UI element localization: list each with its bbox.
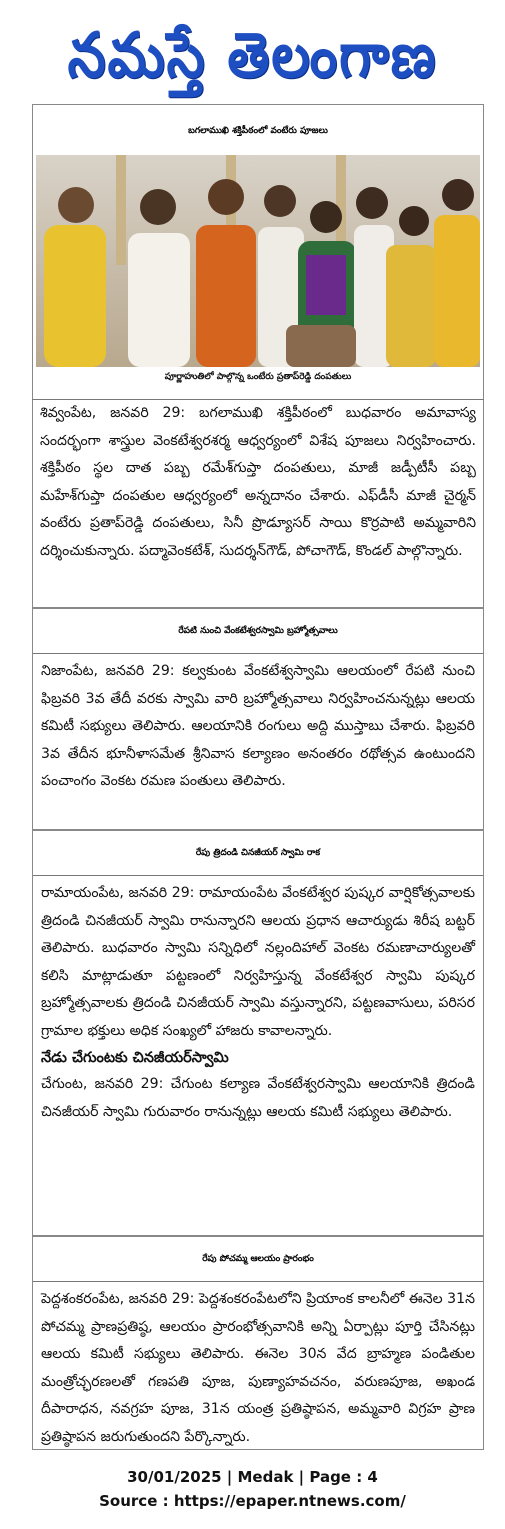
event-photo-illustration — [36, 155, 480, 367]
article-pochamma — [32, 1236, 484, 1450]
divider — [33, 875, 483, 876]
photo-caption: పూర్ణాహుతిలో పాల్గొన్న ఒంటేరు ప్రతాప్‌రెడ్డి దంపతులు — [164, 372, 352, 382]
newspaper-logo: నమస్తే తెలంగాణ — [67, 18, 438, 92]
article-body: పెద్దశంకరంపేట, జనవరి 29: పెద్దశంకరంపేటలోని ప్రియాంక కాలనీలో ఈనెల 31న పోచమ్మ ప్రాణప్రతిష్ఠ, ఆలయం ప్రారంభోత్సవానికి అన్ని ఏర్పాట్లు పూర్తి చేసినట్లు ఆలయ కమిటీ సభ్యులు తెలిపారు. ఈనెల 30న వేద బ్రాహ్మణ పండితుల మంత్రోచ్ఛరణలతో గణపతి పూజ, పుణ్యాహవచనం, వరుణపూజ, అఖండ దీపారాధన, నవగ్రహ పూజ, 31న యంత్ర ప్రతిష్ఠాపన, అమ్మవారి విగ్రహ ప్రాణ ప్రతిష్ఠాపన జరుగుతుందని పేర్కొన్నారు. — [41, 1291, 475, 1445]
article-headline: రేపు త్రిదండి చినజీయర్ స్వామి రాక — [195, 848, 321, 858]
article-headline: రేపు పోచమ్మ ఆలయం ప్రారంభం — [202, 1254, 314, 1264]
article1-body-wrap — [32, 400, 484, 565]
footer-source: Source : https://epaper.ntnews.com/ — [99, 1492, 406, 1510]
sub-article-body: చేగుంట, జనవరి 29: చేగుంట కల్యాణ వేంకటేశ్వరస్వామి ఆలయానికి త్రిదండి చినజీయర్ స్వామి గురువారం రానున్నట్లు ఆలయ కమిటీ సభ్యులు తెలిపారు. — [41, 1076, 475, 1120]
divider — [33, 653, 483, 654]
footer-date-edition: 30/01/2025 | Medak | Page : 4 — [127, 1468, 378, 1486]
article-body: శివ్వంపేట, జనవరి 29: బగలాముఖి శక్తిపీఠంలో బుధవారం అమావాస్య సందర్భంగా శాస్త్రుల వెంకటేశ్వరశర్మ ఆధ్వర్యంలో విశేష పూజలు నిర్వహించారు. శక్తిపీఠం స్థల దాత పబ్బ రమేశ్‌గుప్తా దంపతులు, మాజీ జడ్పీటీసీ పబ్బ మహేశ్‌గుప్తా దంపతుల ఆధ్వర్యంలో అన్నదానం చేశారు. ఎఫ్‌డీసీ మాజీ చైర్మన్ వంటేరు ప్రతాప్‌రెడ్డి దంపతులు, సినీ ప్రొడ్యూసర్ సాయి కొర్రపాటి అమ్మవారిని దర్శించుకున్నారు. పద్మావెంకటేశ్, సుదర్శన్‌గౌడ్, పోచాగౌడ్, కొండల్ పాల్గొన్నారు. — [40, 405, 476, 559]
masthead — [0, 0, 505, 100]
divider — [33, 1281, 483, 1282]
article-headline: రేపటి నుంచి వేంకటేశ్వరస్వామి బ్రహ్మోత్సవాలు — [178, 626, 338, 636]
sub-headline: నేడు చేగుంటకు చినజీయర్‌స్వామి — [41, 1050, 229, 1066]
news-photo — [36, 155, 480, 367]
article-headline: బగలాముఖి శక్తిపీఠంలో వంటేరు పూజలు — [188, 126, 328, 136]
article-body: రామాయంపేట, జనవరి 29: రామాయంపేట వేంకటేశ్వర పుష్కర వార్షికోత్సవాలకు త్రిదండి చినజీయర్ స్వామి రానున్నారని ఆలయ ప్రధాన ఆచార్యుడు శిరీష బట్టర్ తెలిపారు. బుధవారం స్వామి సన్నిధిలో నల్లందిహాల్ వెంకట రమణాచార్యులతో కలిసి మాట్లాడుతూ పట్టణంలో నిర్వహిస్తున్న వేంకటేశ్వర స్వామి పుష్కర బ్రహ్మోత్సవాలకు త్రిదండి చినజీయర్ స్వామి వస్తున్నారని, పట్టణవాసులు, పరిసర గ్రామాల భక్తులు అధిక సంఖ్యలో హాజరు కావాలన్నారు. — [41, 885, 475, 1039]
article-brahmotsavam — [32, 608, 484, 830]
article-body: నిజాంపేట, జనవరి 29: కల్వకుంట వేంకటేశ్వస్వామి ఆలయంలో రేపటి నుంచి ఫిబ్రవరి 3వ తేదీ వరకు స్వామి వారి బ్రహ్మోత్సవాలు నిర్వహించనున్నట్లు ఆలయ కమిటీ సభ్యులు తెలిపారు. ఆలయానికి రంగులు అద్ది ముస్తాబు చేశారు. ఫిబ్రవరి 3వ తేదీన భూనీళాసమేత శ్రీనివాస కల్యాణం అనంతరం రథోత్సవ ఉంటుందని పంచాంగం వెంకట రమణ పంతులు తెలిపారు. — [41, 663, 475, 789]
article-chinajeeyar — [32, 830, 484, 1236]
